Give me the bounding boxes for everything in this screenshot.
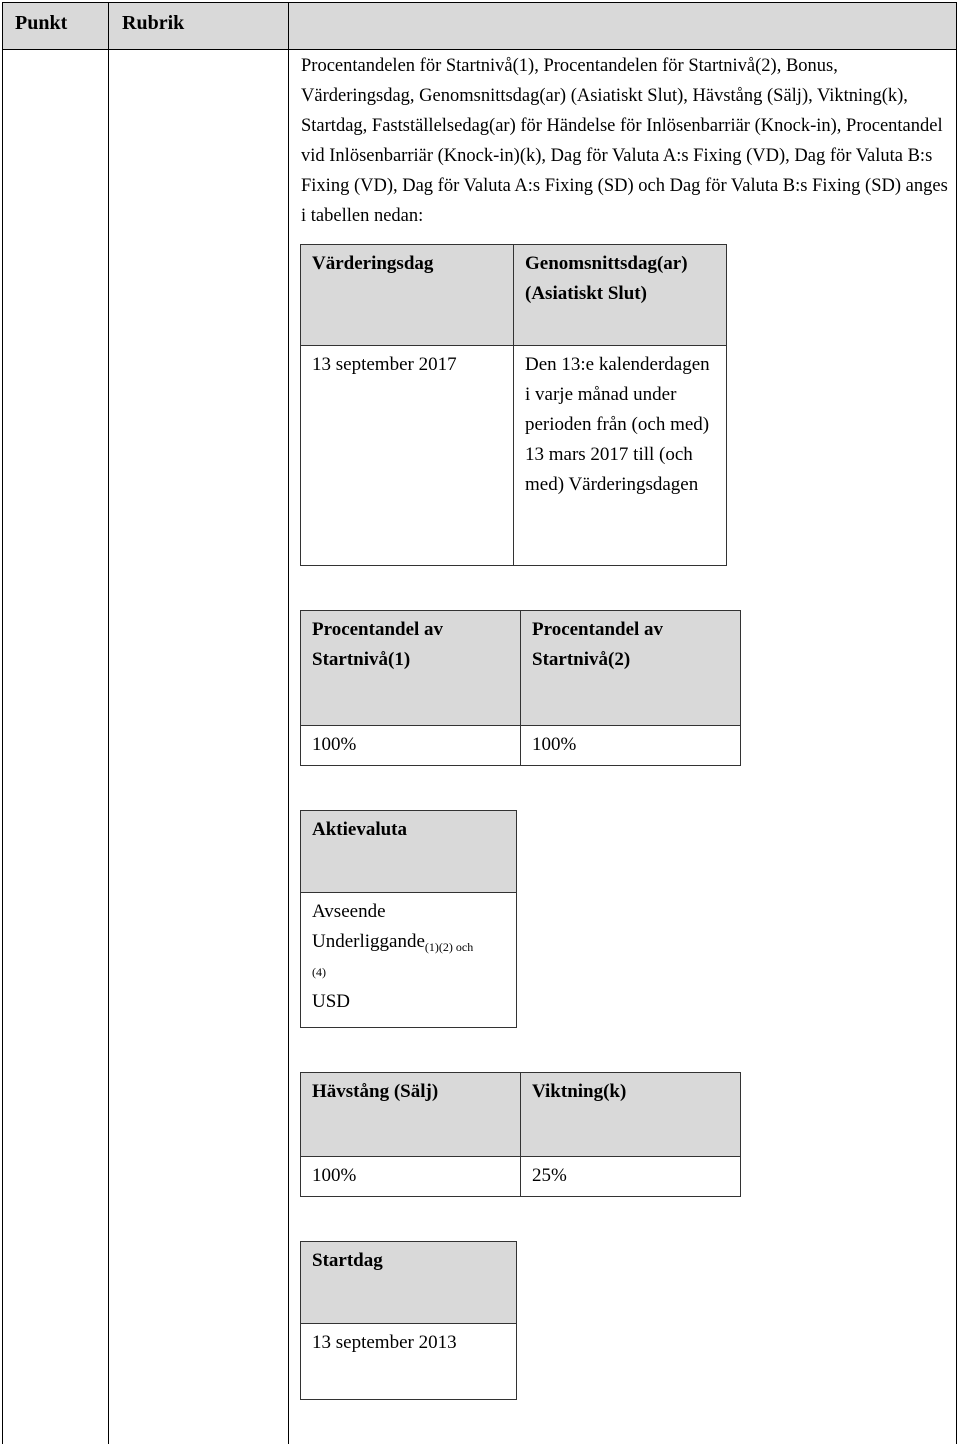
- header-divider-2: [288, 2, 289, 50]
- value-share-currency: [301, 893, 517, 1028]
- header-valuation-date: Värderingsdag: [301, 245, 514, 346]
- header-leverage: Hävstång (Sälj): [301, 1073, 521, 1157]
- value-leverage: 100%: [301, 1157, 521, 1197]
- leverage-weight-table: [300, 1072, 741, 1197]
- frame-col-divider-1: [108, 2, 109, 1444]
- header-divider-1: [108, 2, 109, 50]
- frame-col-divider-2: [288, 2, 289, 1444]
- currency-underlying: [312, 927, 505, 957]
- underlying-index-2: (4): [312, 965, 326, 979]
- value-averaging-dates: Den 13:e kalenderdagen i varje månad under perioden från (och med) 13 mars 2017 till (och med) Värderingsdagen: [514, 346, 727, 566]
- underlying-index: (1)(2) och: [424, 940, 474, 954]
- header-share-currency: Aktievaluta: [301, 811, 517, 893]
- currency-code: USD: [312, 991, 351, 1012]
- currency-regarding: Avseende: [312, 901, 386, 922]
- header-start-level-2: Procentandel av Startnivå(2): [521, 611, 741, 726]
- underlying-word: Underliggande: [312, 931, 425, 952]
- valuation-date-table: [300, 244, 727, 566]
- header-start-date: Startdag: [301, 1242, 517, 1324]
- header-punkt: Punkt: [15, 12, 68, 34]
- frame-left-border: [2, 2, 3, 1444]
- header-weight: Viktning(k): [521, 1073, 741, 1157]
- header-start-level-1: Procentandel av Startnivå(1): [301, 611, 521, 726]
- intro-paragraph: Procentandelen för Startnivå(1), Procentandelen för Startnivå(2), Bonus, Värderingsdag, Genomsnittsdag(ar) (Asiatiskt Slut), Hävstång (Sälj), Viktning(k), Startdag, Fastställelsedag(ar) för Händelse för Inlösenbarriär (Knock-in), Procentandel vid Inlösenbarriär (Knock-in)(k), Dag för Valuta A:s Fixing (VD), Dag för Valuta B:s Fixing (VD), Dag för Valuta A:s Fixing (SD) och Dag för Valuta B:s Fixing (SD) anges i tabellen nedan:: [301, 56, 948, 226]
- value-valuation-date: 13 september 2017: [301, 346, 514, 566]
- share-currency-table: [300, 810, 517, 1028]
- value-start-level-1: 100%: [301, 726, 521, 766]
- start-level-table: [300, 610, 741, 766]
- value-start-date: 13 september 2013: [301, 1324, 517, 1400]
- value-start-level-2: 100%: [521, 726, 741, 766]
- header-averaging-dates: Genomsnittsdag(ar) (Asiatiskt Slut): [514, 245, 727, 346]
- frame-right-border: [956, 2, 957, 1444]
- value-weight: 25%: [521, 1157, 741, 1197]
- header-rubrik: Rubrik: [122, 12, 185, 34]
- start-date-table: [300, 1241, 517, 1400]
- table-header-row: [2, 2, 957, 50]
